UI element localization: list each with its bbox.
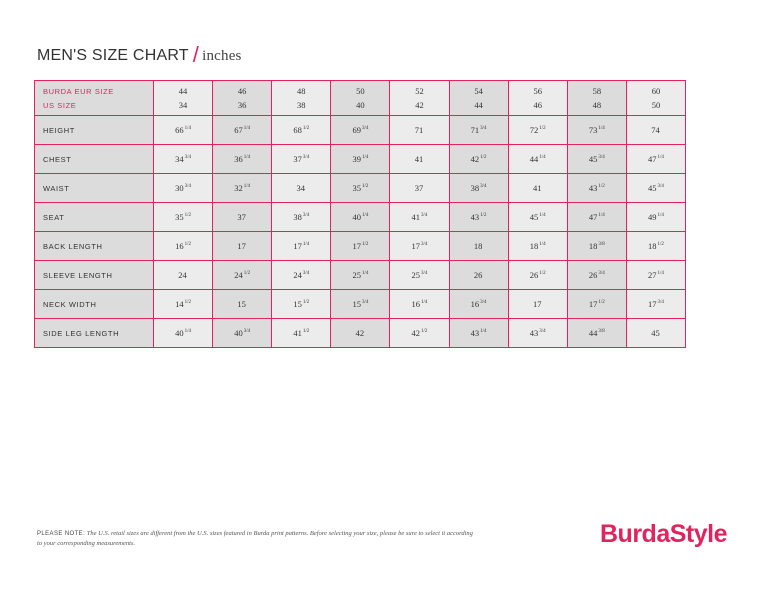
- table-row: [35, 116, 686, 145]
- size-cell: 52: [390, 81, 449, 99]
- measurement-cell: [567, 261, 626, 290]
- measurement-whole: 44: [588, 328, 598, 338]
- measurement-cell: [154, 203, 213, 232]
- measurement-cell: [626, 145, 685, 174]
- measurement-cell: [449, 290, 508, 319]
- measurement-fraction: 1/4: [361, 271, 369, 276]
- measurement-cell: [213, 145, 272, 174]
- measurement-cell: [331, 319, 390, 348]
- row-label: SIDE LEG LENGTH: [35, 319, 154, 348]
- measurement-cell: [626, 116, 685, 145]
- table-row: [35, 174, 686, 203]
- size-cell: 38: [272, 98, 331, 116]
- size-chart-table: [34, 80, 686, 348]
- measurement-cell: [449, 116, 508, 145]
- measurement-cell: [154, 290, 213, 319]
- measurement-whole: 44: [529, 154, 539, 164]
- measurement-cell: [154, 116, 213, 145]
- measurement-whole: 38: [293, 212, 302, 222]
- row-label: SEAT: [35, 203, 154, 232]
- measurement-cell: [508, 261, 567, 290]
- measurement-fraction: 1/2: [480, 213, 487, 218]
- measurement-whole: 38: [470, 183, 480, 193]
- measurement-cell: [390, 261, 449, 290]
- measurement-fraction: 3/4: [243, 329, 251, 334]
- measurement-fraction: 1/4: [243, 184, 251, 189]
- measurement-fraction: 1/4: [657, 155, 664, 160]
- measurement-cell: [331, 145, 390, 174]
- measurement-fraction: 1/4: [302, 242, 310, 247]
- measurement-whole: 43: [470, 328, 480, 338]
- measurement-whole: 14: [175, 299, 184, 309]
- measurement-whole: 26: [473, 270, 483, 280]
- measurement-whole: 41: [532, 183, 542, 193]
- measurement-cell: [213, 203, 272, 232]
- size-cell: 46: [213, 81, 272, 99]
- measurement-cell: [213, 232, 272, 261]
- row-label: BURDA EUR SIZE: [35, 81, 154, 99]
- measurement-whole: 43: [470, 212, 480, 222]
- measurement-fraction: 1/2: [539, 126, 546, 131]
- measurement-whole: 45: [651, 328, 660, 338]
- measurement-cell: [213, 290, 272, 319]
- measurement-whole: 34: [175, 154, 184, 164]
- size-cell: 50: [331, 81, 390, 99]
- measurement-fraction: 1/4: [539, 155, 546, 160]
- measurement-whole: 35: [175, 212, 184, 222]
- measurement-whole: 49: [647, 212, 657, 222]
- measurement-cell: [567, 174, 626, 203]
- row-label: BACK LENGTH: [35, 232, 154, 261]
- measurement-fraction: 3/4: [539, 329, 546, 334]
- measurement-cell: [154, 232, 213, 261]
- measurement-fraction: 1/2: [361, 184, 369, 189]
- measurement-whole: 42: [411, 328, 421, 338]
- measurement-fraction: 1/4: [598, 213, 605, 218]
- measurement-whole: 35: [352, 183, 361, 193]
- size-cell: 40: [331, 98, 390, 116]
- measurement-whole: 39: [352, 154, 361, 164]
- measurement-whole: 18: [588, 241, 598, 251]
- header-row: [35, 98, 686, 116]
- measurement-whole: 73: [588, 125, 598, 135]
- measurement-cell: [331, 116, 390, 145]
- measurement-whole: 45: [529, 212, 539, 222]
- measurement-whole: 42: [470, 154, 480, 164]
- measurement-cell: [567, 290, 626, 319]
- measurement-fraction: 3/4: [361, 300, 369, 305]
- size-cell: 60: [626, 81, 685, 99]
- measurement-whole: 41: [293, 328, 302, 338]
- table-row: [35, 290, 686, 319]
- measurement-whole: 18: [529, 241, 539, 251]
- measurement-cell: [449, 203, 508, 232]
- measurement-cell: [567, 319, 626, 348]
- measurement-whole: 37: [414, 183, 424, 193]
- measurement-cell: [331, 261, 390, 290]
- measurement-whole: 24: [178, 270, 187, 280]
- measurement-whole: 27: [647, 270, 657, 280]
- measurement-cell: [390, 319, 449, 348]
- measurement-whole: 16: [411, 299, 421, 309]
- measurement-cell: [390, 116, 449, 145]
- measurement-fraction: 1/4: [361, 155, 369, 160]
- measurement-fraction: 3/4: [184, 184, 191, 189]
- measurement-cell: [508, 232, 567, 261]
- measurement-whole: 74: [651, 125, 660, 135]
- row-label: SLEEVE LENGTH: [35, 261, 154, 290]
- measurement-whole: 37: [237, 212, 246, 222]
- measurement-cell: [508, 116, 567, 145]
- measurement-fraction: 1/2: [361, 242, 369, 247]
- measurement-whole: 26: [588, 270, 598, 280]
- note-text: The U.S. retail sizes are different from the U.S. sizes featured in Burda print patterns. Before selecting your size, please be sure to select it according to your corresponding measurements.: [37, 530, 473, 547]
- measurement-whole: 15: [293, 299, 302, 309]
- measurement-cell: [272, 116, 331, 145]
- table-row: [35, 319, 686, 348]
- measurement-fraction: 1/2: [184, 213, 191, 218]
- measurement-whole: 17: [237, 241, 246, 251]
- measurement-cell: [272, 290, 331, 319]
- measurement-fraction: 1/2: [302, 126, 310, 131]
- measurement-whole: 17: [352, 241, 361, 251]
- measurement-cell: [272, 319, 331, 348]
- row-label: CHEST: [35, 145, 154, 174]
- measurement-whole: 68: [293, 125, 302, 135]
- measurement-fraction: 3/4: [598, 155, 605, 160]
- size-cell: 58: [567, 81, 626, 99]
- page-title: [37, 40, 242, 66]
- measurement-cell: [272, 203, 331, 232]
- measurement-fraction: 1/4: [361, 213, 369, 218]
- measurement-whole: 45: [647, 183, 657, 193]
- measurement-whole: 34: [296, 183, 306, 193]
- measurement-cell: [626, 261, 685, 290]
- row-label: US SIZE: [35, 98, 154, 116]
- measurement-cell: [331, 203, 390, 232]
- measurement-cell: [567, 232, 626, 261]
- measurement-whole: 43: [529, 328, 539, 338]
- measurement-cell: [331, 290, 390, 319]
- size-cell: 48: [567, 98, 626, 116]
- measurement-whole: 41: [411, 212, 421, 222]
- measurement-whole: 18: [473, 241, 483, 251]
- measurement-whole: 66: [175, 125, 184, 135]
- measurement-whole: 16: [470, 299, 480, 309]
- measurement-fraction: 1/4: [657, 271, 664, 276]
- measurement-cell: [508, 174, 567, 203]
- measurement-fraction: 1/2: [243, 271, 251, 276]
- measurement-fraction: 1/4: [598, 126, 605, 131]
- measurement-whole: 26: [529, 270, 539, 280]
- measurement-cell: [272, 174, 331, 203]
- measurement-cell: [508, 319, 567, 348]
- measurement-fraction: 3/4: [480, 300, 487, 305]
- measurement-whole: 24: [234, 270, 243, 280]
- measurement-whole: 72: [529, 125, 539, 135]
- table-row: [35, 261, 686, 290]
- measurement-cell: [626, 319, 685, 348]
- measurement-cell: [567, 145, 626, 174]
- measurement-whole: 16: [175, 241, 184, 251]
- table-row: [35, 145, 686, 174]
- measurement-cell: [154, 145, 213, 174]
- measurement-whole: 17: [647, 299, 657, 309]
- measurement-cell: [626, 203, 685, 232]
- header-row: [35, 81, 686, 99]
- measurement-whole: 17: [411, 241, 421, 251]
- measurement-whole: 17: [532, 299, 542, 309]
- measurement-cell: [390, 145, 449, 174]
- measurement-fraction: 1/2: [184, 300, 191, 305]
- measurement-whole: 17: [293, 241, 302, 251]
- measurement-fraction: 3/4: [361, 126, 369, 131]
- measurement-fraction: 3/4: [421, 271, 428, 276]
- measurement-cell: [567, 116, 626, 145]
- measurement-fraction: 3/8: [598, 329, 605, 334]
- disclaimer-note: [37, 529, 477, 549]
- measurement-cell: [390, 232, 449, 261]
- measurement-fraction: 1/2: [539, 271, 546, 276]
- measurement-fraction: 1/4: [539, 242, 546, 247]
- row-label: NECK WIDTH: [35, 290, 154, 319]
- size-cell: 50: [626, 98, 685, 116]
- measurement-whole: 25: [411, 270, 421, 280]
- measurement-whole: 71: [470, 125, 480, 135]
- measurement-fraction: 3/4: [184, 155, 191, 160]
- measurement-cell: [449, 145, 508, 174]
- size-cell: 36: [213, 98, 272, 116]
- measurement-fraction: 3/4: [480, 126, 487, 131]
- size-cell: 48: [272, 81, 331, 99]
- measurement-fraction: 3/8: [598, 242, 605, 247]
- measurement-whole: 41: [414, 154, 424, 164]
- measurement-cell: [154, 261, 213, 290]
- measurement-cell: [626, 174, 685, 203]
- measurement-whole: 37: [293, 154, 302, 164]
- measurement-cell: [508, 290, 567, 319]
- table-row: [35, 232, 686, 261]
- measurement-fraction: 1/2: [598, 300, 605, 305]
- row-label: HEIGHT: [35, 116, 154, 145]
- measurement-cell: [154, 174, 213, 203]
- measurement-fraction: 3/4: [657, 184, 664, 189]
- measurement-cell: [626, 232, 685, 261]
- measurement-cell: [272, 232, 331, 261]
- measurement-cell: [213, 261, 272, 290]
- measurement-whole: 47: [588, 212, 598, 222]
- measurement-cell: [213, 174, 272, 203]
- table-row: [35, 203, 686, 232]
- size-cell: 54: [449, 81, 508, 99]
- measurement-cell: [508, 203, 567, 232]
- size-cell: 34: [154, 98, 213, 116]
- measurement-fraction: 1/4: [657, 213, 664, 218]
- measurement-whole: 40: [234, 328, 243, 338]
- measurement-fraction: 3/4: [480, 184, 487, 189]
- measurement-cell: [449, 319, 508, 348]
- measurement-whole: 71: [414, 125, 424, 135]
- measurement-fraction: 1/4: [243, 126, 251, 131]
- measurement-fraction: 3/4: [302, 155, 310, 160]
- measurement-fraction: 3/4: [421, 242, 428, 247]
- measurement-fraction: 1/4: [421, 300, 428, 305]
- measurement-cell: [213, 319, 272, 348]
- measurement-fraction: 3/4: [421, 213, 428, 218]
- measurement-whole: 40: [175, 328, 184, 338]
- measurement-whole: 67: [234, 125, 243, 135]
- measurement-cell: [626, 290, 685, 319]
- measurement-cell: [567, 203, 626, 232]
- measurement-fraction: 1/4: [480, 329, 487, 334]
- measurement-fraction: 1/4: [184, 126, 191, 131]
- measurement-whole: 15: [352, 299, 361, 309]
- size-cell: 42: [390, 98, 449, 116]
- size-cell: 46: [508, 98, 567, 116]
- measurement-fraction: 1/2: [302, 329, 310, 334]
- measurement-cell: [390, 290, 449, 319]
- measurement-whole: 18: [647, 241, 657, 251]
- title-unit: inches: [202, 48, 242, 64]
- measurement-whole: 36: [234, 154, 243, 164]
- measurement-whole: 15: [237, 299, 246, 309]
- measurement-fraction: 3/4: [657, 300, 664, 305]
- measurement-fraction: 1/2: [421, 329, 428, 334]
- measurement-cell: [390, 203, 449, 232]
- measurement-whole: 43: [588, 183, 598, 193]
- measurement-cell: [154, 319, 213, 348]
- size-cell: 44: [449, 98, 508, 116]
- measurement-cell: [508, 145, 567, 174]
- measurement-whole: 25: [352, 270, 361, 280]
- measurement-fraction: 1/4: [243, 155, 251, 160]
- measurement-cell: [272, 261, 331, 290]
- size-cell: 44: [154, 81, 213, 99]
- measurement-whole: 42: [355, 328, 365, 338]
- measurement-whole: 30: [175, 183, 184, 193]
- measurement-fraction: 1/4: [184, 329, 191, 334]
- measurement-fraction: 1/2: [302, 300, 310, 305]
- measurement-cell: [331, 232, 390, 261]
- measurement-fraction: 1/4: [539, 213, 546, 218]
- measurement-cell: [390, 174, 449, 203]
- measurement-whole: 69: [352, 125, 361, 135]
- measurement-fraction: 1/2: [480, 155, 487, 160]
- size-cell: 56: [508, 81, 567, 99]
- row-label: WAIST: [35, 174, 154, 203]
- measurement-whole: 24: [293, 270, 302, 280]
- measurement-whole: 45: [588, 154, 598, 164]
- measurement-whole: 32: [234, 183, 243, 193]
- measurement-fraction: 3/4: [302, 271, 310, 276]
- measurement-whole: 40: [352, 212, 361, 222]
- measurement-cell: [449, 261, 508, 290]
- measurement-whole: 17: [588, 299, 598, 309]
- measurement-fraction: 1/2: [184, 242, 191, 247]
- measurement-whole: 47: [647, 154, 657, 164]
- measurement-cell: [449, 232, 508, 261]
- measurement-fraction: 3/4: [598, 271, 605, 276]
- title-slash: /: [192, 42, 200, 67]
- measurement-fraction: 1/2: [657, 242, 664, 247]
- title-main: MEN'S SIZE CHART: [37, 47, 189, 64]
- note-lead: PLEASE NOTE:: [37, 531, 86, 537]
- measurement-cell: [213, 116, 272, 145]
- measurement-cell: [331, 174, 390, 203]
- burdastyle-logo: BurdaStyle: [600, 520, 727, 548]
- measurement-cell: [272, 145, 331, 174]
- measurement-cell: [449, 174, 508, 203]
- measurement-fraction: 1/2: [598, 184, 605, 189]
- measurement-fraction: 3/4: [302, 213, 310, 218]
